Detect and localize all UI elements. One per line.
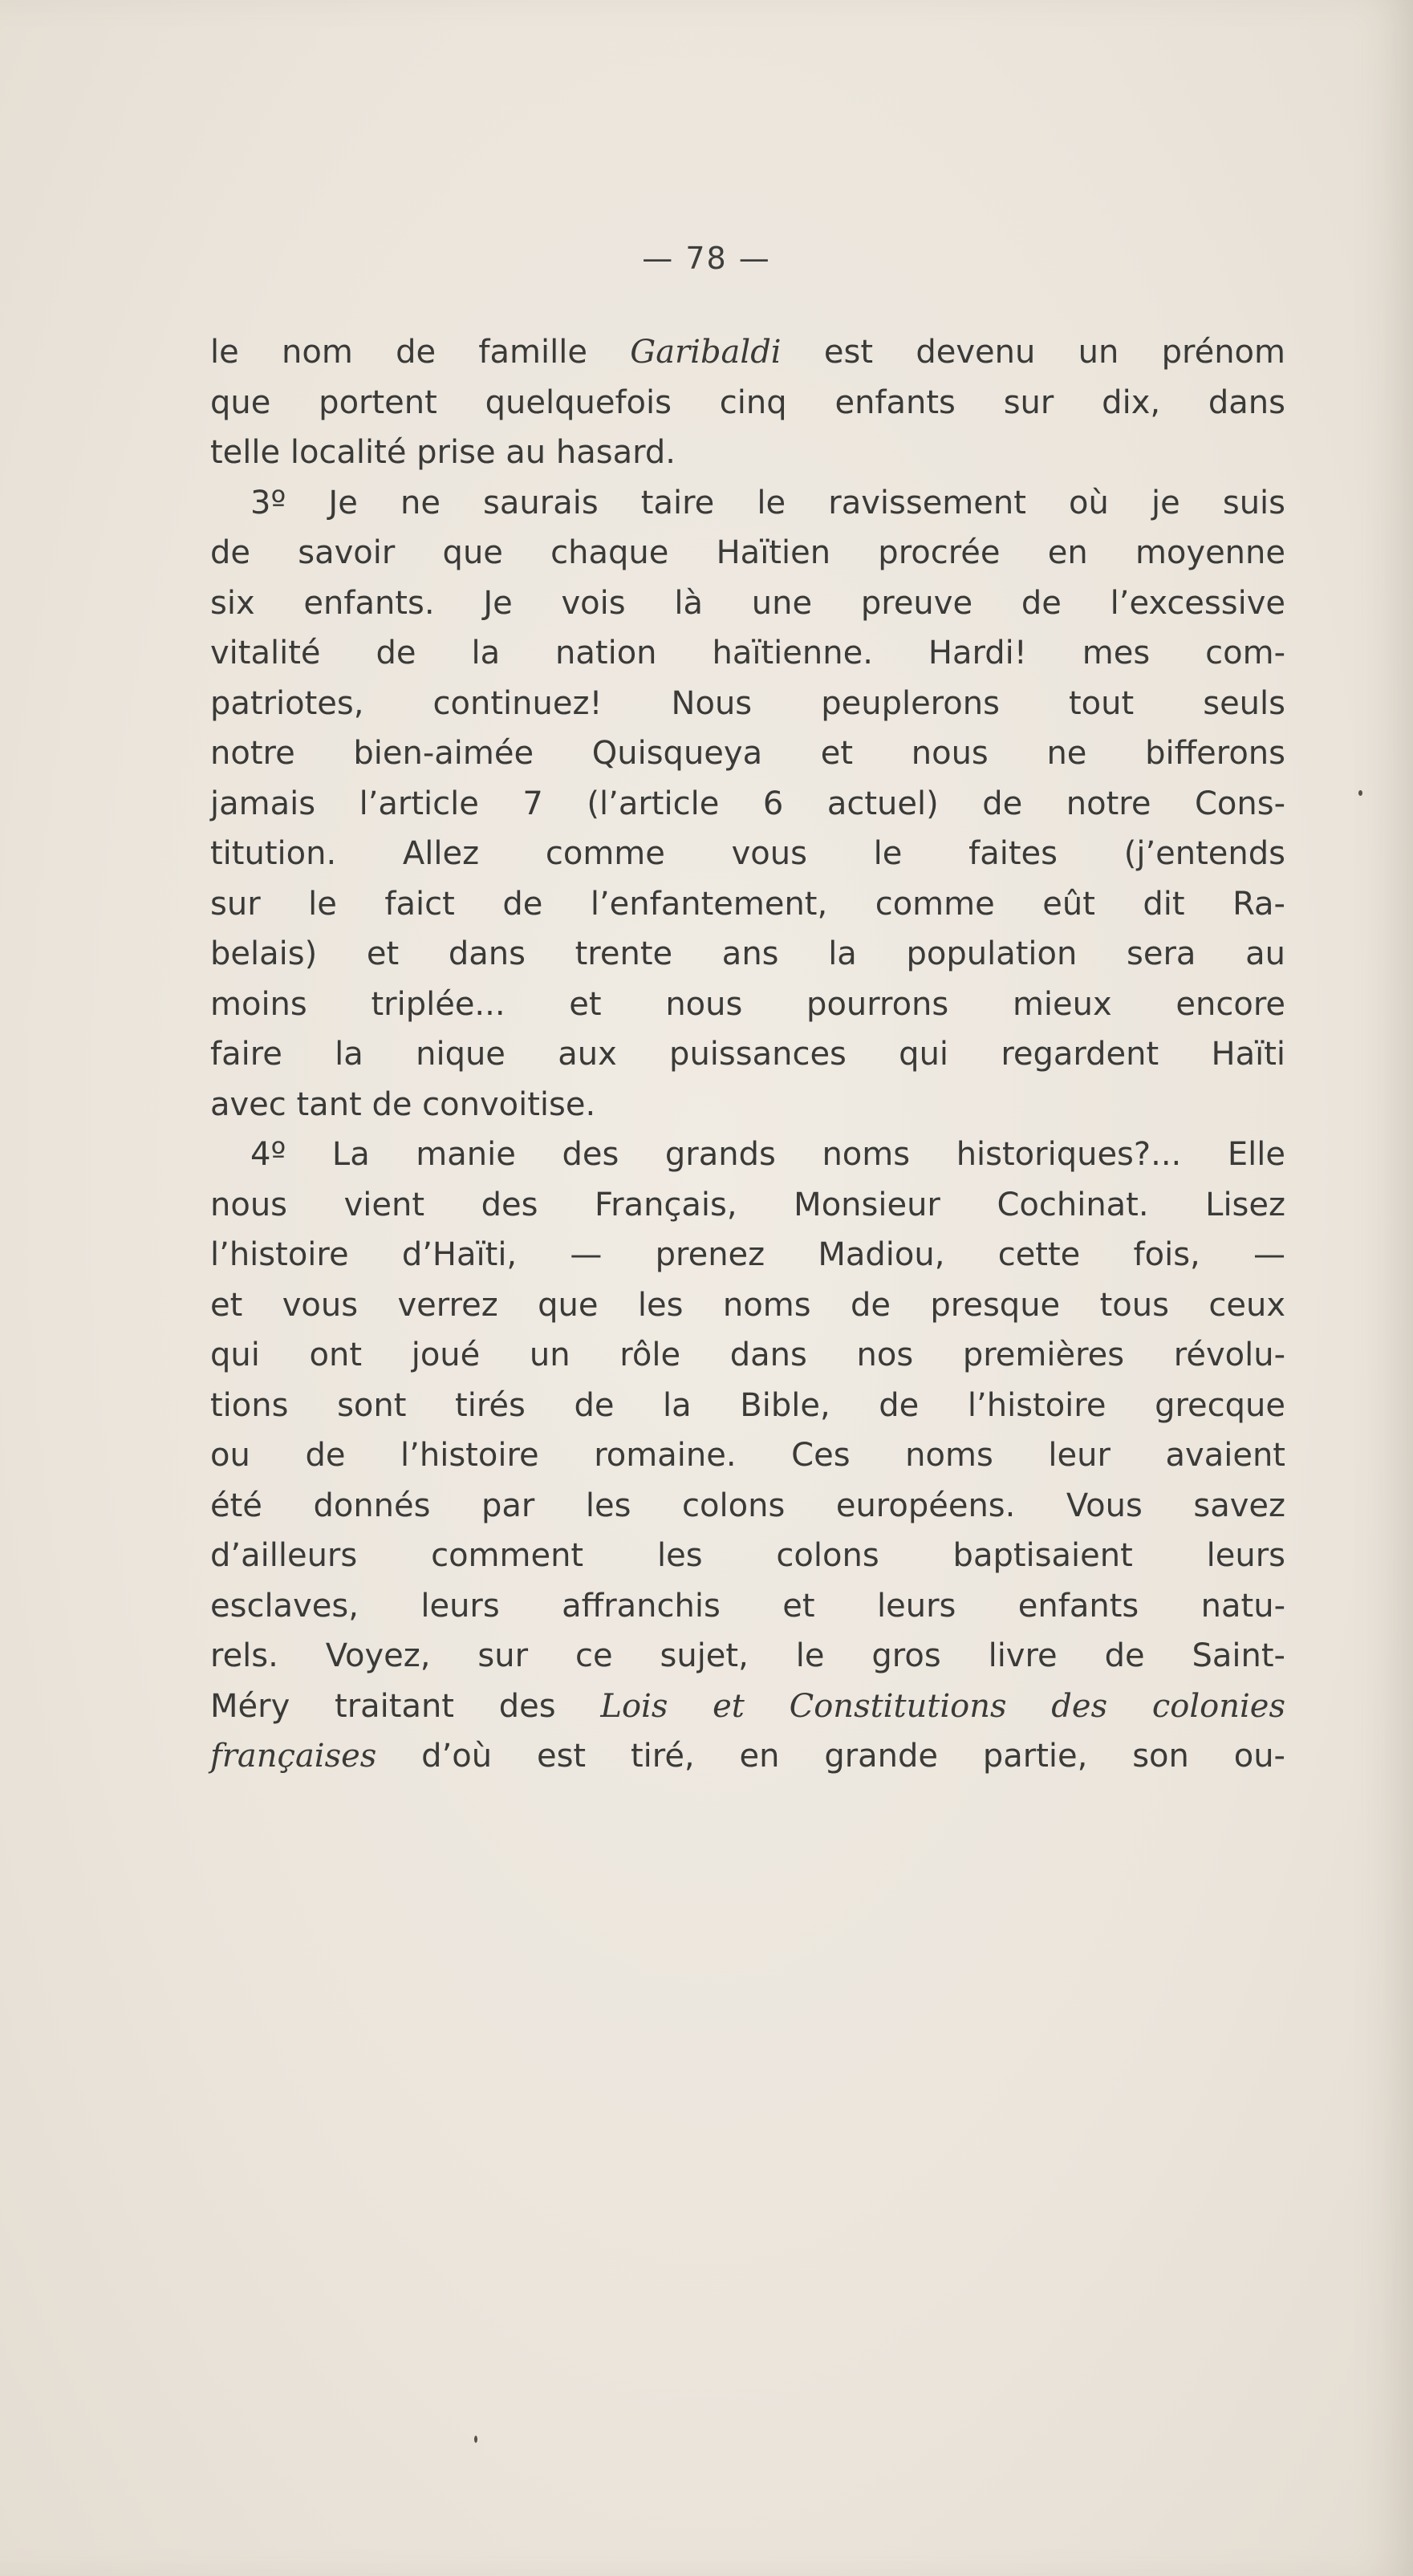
- text-line: [210, 528, 1285, 578]
- text-run: notre bien-aimée Quisqueya et nous ne bifferons: [210, 735, 1285, 772]
- text-run: rels. Voyez, sur ce sujet, le gros livre de Saint-: [210, 1637, 1285, 1674]
- text-line: [210, 679, 1285, 729]
- text-line: [210, 578, 1285, 629]
- text-line: [210, 428, 1285, 478]
- text-run: 3º Je ne saurais taire le ravissement où je suis: [250, 484, 1285, 521]
- text-run: sur le faict de l’enfantement, comme eût dit Ra-: [210, 885, 1285, 923]
- text-line: [210, 929, 1285, 980]
- text-run: belais) et dans trente ans la population sera au: [210, 935, 1285, 972]
- text-run: moins triplée... et nous pourrons mieux encore: [210, 985, 1285, 1023]
- body-text: [210, 327, 1285, 1782]
- text-line: [210, 1581, 1285, 1632]
- italic-text: françaises: [210, 1738, 377, 1775]
- text-line: [210, 1280, 1285, 1331]
- text-line: [210, 1681, 1285, 1732]
- text-line: [210, 1130, 1285, 1180]
- text-line: [210, 1029, 1285, 1080]
- italic-text: Garibaldi: [630, 334, 782, 371]
- text-line: [210, 1330, 1285, 1381]
- text-line: [210, 378, 1285, 428]
- text-line: [210, 1531, 1285, 1581]
- text-run: ou de l’histoire romaine. Ces noms leur avaient: [210, 1437, 1285, 1474]
- text-run: jamais l’article 7 (l’article 6 actuel) de notre Cons-: [210, 785, 1285, 822]
- text-line: [210, 980, 1285, 1030]
- print-speck: [1358, 790, 1362, 796]
- text-run: tions sont tirés de la Bible, de l’histoire grecque: [210, 1386, 1285, 1424]
- text-line: [210, 1180, 1285, 1231]
- text-run: nous vient des Français, Monsieur Cochinat. Lisez: [210, 1186, 1285, 1223]
- page-number: — 78 —: [642, 241, 771, 276]
- text-run: patriotes, continuez! Nous peuplerons tout seuls: [210, 684, 1285, 722]
- text-line: [210, 1481, 1285, 1531]
- text-line: [210, 1230, 1285, 1280]
- text-run: titution. Allez comme vous le faites (j’entends: [210, 835, 1285, 872]
- text-line: [210, 1080, 1285, 1130]
- text-run: d’ailleurs comment les colons baptisaient leurs: [210, 1537, 1285, 1574]
- text-line: [210, 1631, 1285, 1681]
- print-speck: [474, 2436, 477, 2443]
- text-run: Méry traitant des: [210, 1687, 601, 1725]
- italic-text: Lois et Constitutions des colonies: [600, 1687, 1285, 1725]
- text-run: six enfants. Je vois là une preuve de l’excessive: [210, 584, 1285, 622]
- text-line: [210, 327, 1285, 378]
- text-line: [210, 829, 1285, 879]
- text-run: d’où est tiré, en grande partie, son ou-: [376, 1738, 1285, 1775]
- text-line: [210, 1731, 1285, 1782]
- text-run: est devenu un prénom: [781, 334, 1285, 371]
- text-run: faire la nique aux puissances qui regardent Haïti: [210, 1036, 1285, 1073]
- text-line: [210, 628, 1285, 679]
- text-run: esclaves, leurs affranchis et leurs enfants natu-: [210, 1587, 1285, 1625]
- text-run: l’histoire d’Haïti, — prenez Madiou, cette fois, —: [210, 1236, 1285, 1273]
- text-line: [210, 1381, 1285, 1431]
- text-run: que portent quelquefois cinq enfants sur dix, dans: [210, 383, 1285, 421]
- text-line: [210, 879, 1285, 930]
- text-line: [210, 478, 1285, 529]
- text-run: et vous verrez que les noms de presque tous ceux: [210, 1286, 1285, 1324]
- text-run: le nom de famille: [210, 334, 631, 371]
- text-line: [210, 779, 1285, 830]
- text-run: avec tant de convoitise.: [210, 1085, 596, 1123]
- text-run: de savoir que chaque Haïtien procrée en moyenne: [210, 534, 1285, 571]
- text-run: vitalité de la nation haïtienne. Hardi! mes com-: [210, 635, 1285, 671]
- text-run: 4º La manie des grands noms historiques?... Elle: [250, 1136, 1285, 1173]
- text-line: [210, 728, 1285, 779]
- text-line: [210, 1430, 1285, 1481]
- text-run: qui ont joué un rôle dans nos premières révolu-: [210, 1337, 1285, 1373]
- text-run: telle localité prise au hasard.: [210, 434, 676, 471]
- text-run: été donnés par les colons européens. Vous savez: [210, 1487, 1285, 1524]
